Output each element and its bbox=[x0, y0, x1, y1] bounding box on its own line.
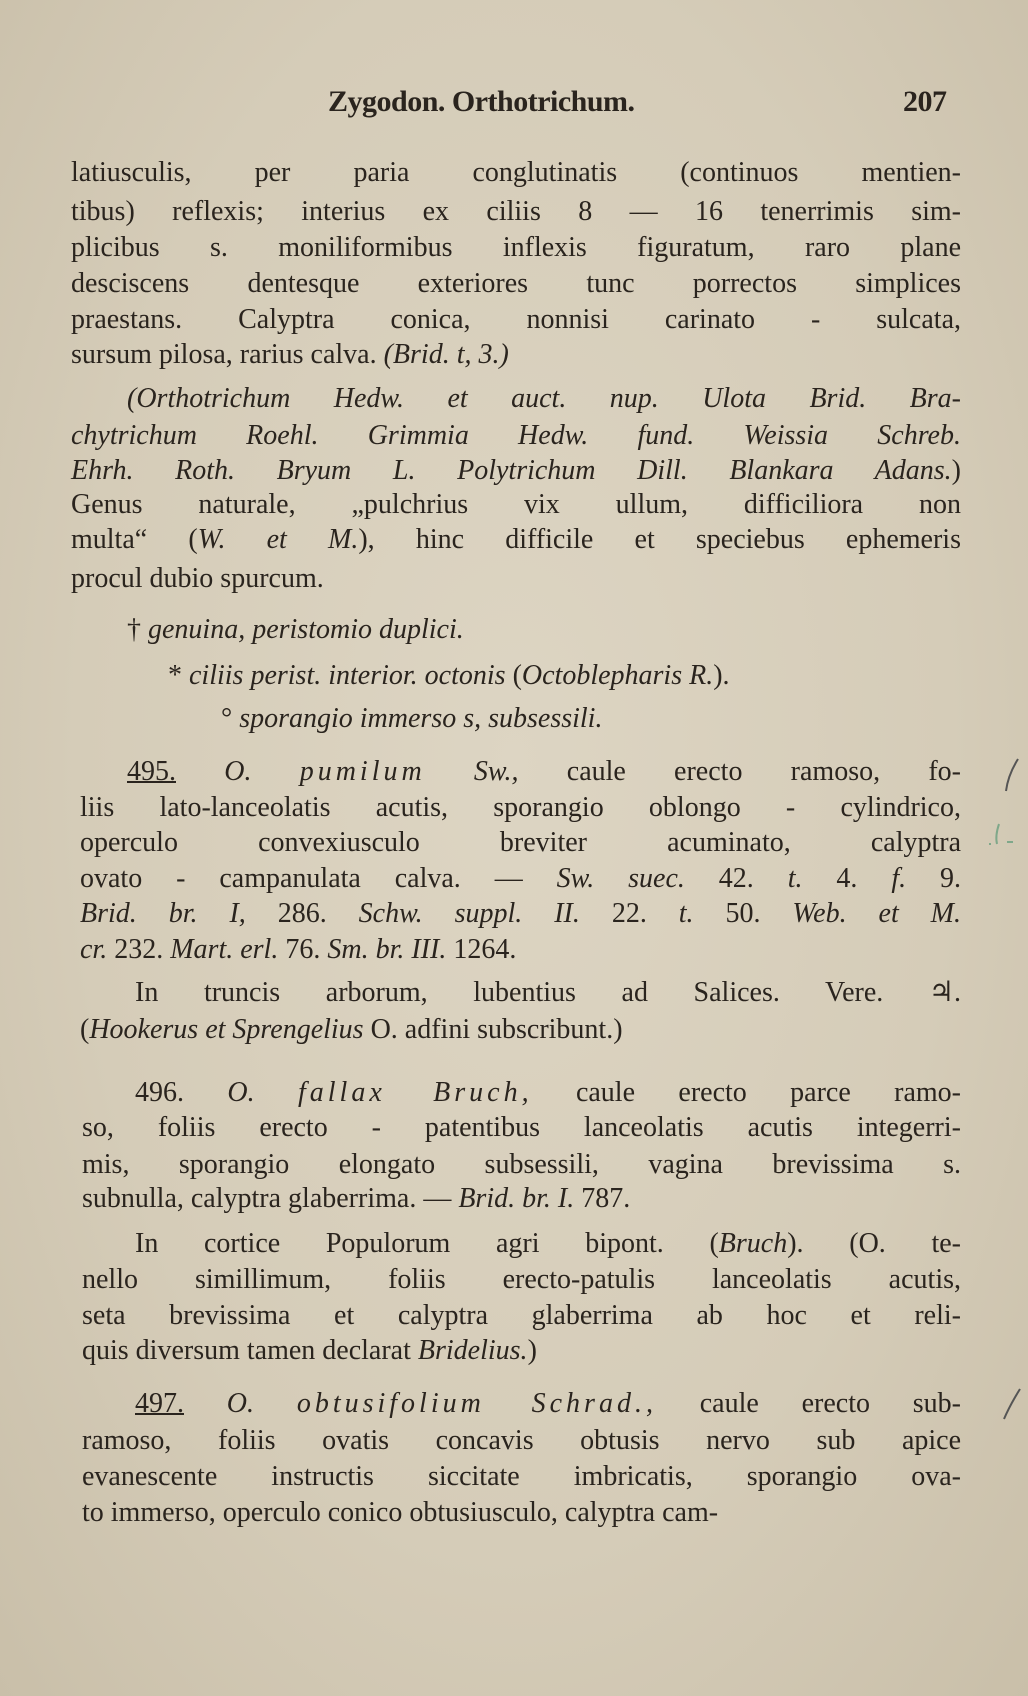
text-segment: 76. bbox=[278, 934, 328, 965]
text-segment: liis lato-lanceolatis acutis, sporangio oblongo - cylindrico, bbox=[80, 792, 961, 823]
text-line bbox=[71, 156, 961, 190]
text-line bbox=[82, 1263, 961, 1297]
text-segment: so, foliis erecto - patentibus lanceolatis acutis integerri- bbox=[82, 1112, 961, 1143]
text-segment: subnulla, calyptra glaberrima. — bbox=[82, 1183, 459, 1214]
italic-text: W. et M. bbox=[197, 524, 359, 555]
text-segment: 22. bbox=[579, 898, 679, 929]
italic-text: t. bbox=[678, 898, 694, 929]
text-segment: 1264. bbox=[446, 934, 517, 965]
pencil-margin-mark bbox=[1000, 755, 1024, 795]
italic-text: Web. et M. bbox=[792, 898, 962, 929]
text-line bbox=[71, 195, 961, 229]
text-line bbox=[80, 933, 516, 967]
text-segment: nello simillimum, foliis erecto-patulis lanceolatis acutis, bbox=[82, 1264, 961, 1295]
italic-text: Brid. br. I, bbox=[80, 898, 246, 929]
species-number: 495. bbox=[127, 756, 176, 787]
italic-text: Bruch bbox=[718, 1228, 788, 1259]
text-segment: † bbox=[127, 614, 148, 645]
text-segment: multa“ ( bbox=[71, 524, 198, 555]
text-segment: to immerso, operculo conico obtusiusculo, calyptra cam- bbox=[82, 1497, 719, 1528]
text-line bbox=[127, 382, 961, 416]
text-line bbox=[80, 897, 961, 931]
italic-text: (Brid. t, 3.) bbox=[383, 339, 509, 370]
text-line bbox=[71, 562, 324, 596]
text-segment: ramoso, foliis ovatis concavis obtusis nervo sub apice bbox=[82, 1425, 961, 1456]
italic-text: Sw., bbox=[425, 756, 519, 787]
text-line bbox=[71, 523, 961, 557]
text-line bbox=[82, 1299, 961, 1333]
italic-text: t. bbox=[787, 863, 803, 894]
text-segment: ), hinc difficile et speciebus ephemeris bbox=[358, 524, 961, 555]
text-segment: 9. bbox=[906, 863, 962, 894]
text-line bbox=[71, 303, 961, 337]
italic-text: Octoblepharis R. bbox=[521, 660, 714, 691]
text-line bbox=[71, 338, 509, 372]
text-segment: ( bbox=[80, 1014, 90, 1045]
text-segment: caule erecto sub- bbox=[656, 1388, 961, 1419]
text-line bbox=[82, 1334, 537, 1368]
text-line bbox=[127, 613, 464, 647]
italic-text: Sm. br. III. bbox=[327, 934, 447, 965]
running-title: Zygodon. Orthotrichum. bbox=[328, 85, 635, 118]
text-segment: O. adfini subscribunt.) bbox=[363, 1014, 623, 1045]
text-line bbox=[135, 976, 961, 1010]
text-segment: procul dubio spurcum. bbox=[71, 563, 324, 594]
pencil-margin-mark bbox=[1000, 1385, 1024, 1425]
text-line bbox=[82, 1460, 961, 1494]
text-segment: desciscens dentesque exteriores tunc porrectos simplices bbox=[71, 268, 961, 299]
text-segment: tibus) reflexis; interius ex ciliis 8 — 16 tenerrimis sim- bbox=[71, 196, 961, 227]
text-segment: Genus naturale, „pulchrius vix ullum, difficiliora non bbox=[71, 489, 961, 520]
text-line bbox=[82, 1496, 718, 1530]
text-segment: ovato - campanulata calva. — bbox=[80, 863, 557, 894]
text-segment: 496. bbox=[135, 1077, 228, 1108]
italic-text: obtusifolium Schrad., bbox=[296, 1388, 657, 1419]
text-segment: praestans. Calyptra conica, nonnisi carinato - sulcata, bbox=[71, 304, 961, 335]
text-line bbox=[80, 862, 961, 896]
italic-text: pumilum bbox=[299, 756, 426, 787]
text-line bbox=[80, 791, 961, 825]
text-segment: ) bbox=[951, 455, 961, 486]
italic-text: Mart. erl. bbox=[170, 934, 279, 965]
text-segment: quis diversum tamen declarat bbox=[82, 1335, 418, 1366]
italic-text: ciliis perist. interior. octonis bbox=[189, 660, 513, 691]
text-line bbox=[80, 1013, 623, 1047]
text-line bbox=[71, 454, 961, 488]
italic-text: genuina, peristomio duplici. bbox=[148, 614, 464, 645]
italic-text: (Orthotrichum Hedw. et auct. nup. Ulota Brid. Bra- bbox=[127, 383, 961, 414]
text-segment: 787. bbox=[574, 1183, 631, 1214]
text-line bbox=[135, 1076, 961, 1110]
text-line bbox=[168, 659, 730, 693]
text-segment: 286. bbox=[245, 898, 359, 929]
text-segment: 42. bbox=[684, 863, 788, 894]
italic-text: Brid. br. I. bbox=[458, 1183, 575, 1214]
text-line bbox=[71, 488, 961, 522]
text-line bbox=[80, 826, 961, 860]
text-segment: evanescente instructis siccitate imbricatis, sporangio ova- bbox=[82, 1461, 961, 1492]
text-segment: caule erecto parce ramo- bbox=[532, 1077, 961, 1108]
text-segment: 50. bbox=[693, 898, 793, 929]
species-number: 497. bbox=[135, 1388, 184, 1419]
green-margin-mark bbox=[985, 820, 1025, 850]
text-segment: mis, sporangio elongato subsessili, vagina brevissima s. bbox=[82, 1149, 961, 1180]
text-line bbox=[82, 1182, 630, 1216]
text-segment: ° bbox=[221, 703, 240, 734]
text-segment: 4. bbox=[802, 863, 892, 894]
text-segment: sursum pilosa, rarius calva. bbox=[71, 339, 384, 370]
text-segment: In cortice Populorum agri bipont. ( bbox=[135, 1228, 719, 1259]
italic-text: fallax Bruch, bbox=[298, 1077, 533, 1108]
text-segment: seta brevissima et calyptra glaberrima ab hoc et reli- bbox=[82, 1300, 961, 1331]
italic-text: O. bbox=[227, 1077, 298, 1108]
italic-text: cr. bbox=[80, 934, 108, 965]
text-segment: operculo convexiusculo breviter acuminato, calyptra bbox=[80, 827, 961, 858]
italic-text: Ehrh. Roth. Bryum L. Polytrichum Dill. Blankara Adans. bbox=[71, 455, 952, 486]
italic-text: Sw. suec. bbox=[556, 863, 685, 894]
italic-text: Bridelius. bbox=[417, 1335, 528, 1366]
text-segment: plicibus s. moniliformibus inflexis figuratum, raro plane bbox=[71, 232, 961, 263]
text-segment: In truncis arborum, lubentius ad Salices. Vere. ♃. bbox=[135, 977, 961, 1008]
text-segment: caule erecto ramoso, fo- bbox=[518, 756, 961, 787]
italic-text: Schw. suppl. II. bbox=[358, 898, 580, 929]
italic-text: O. bbox=[184, 1388, 297, 1419]
text-segment: ). (O. te- bbox=[787, 1228, 962, 1259]
text-line bbox=[135, 1387, 961, 1421]
text-line bbox=[127, 755, 961, 789]
text-segment: * bbox=[168, 660, 189, 691]
text-line bbox=[135, 1227, 961, 1261]
italic-text: sporangio immerso s, subsessili. bbox=[239, 703, 603, 734]
text-line bbox=[71, 419, 961, 453]
page-number: 207 bbox=[903, 85, 947, 118]
text-line bbox=[82, 1111, 961, 1145]
text-segment: ). bbox=[713, 660, 730, 691]
italic-text: O. bbox=[176, 756, 300, 787]
text-line bbox=[82, 1148, 961, 1182]
text-segment: ( bbox=[512, 660, 522, 691]
text-line bbox=[71, 267, 961, 301]
italic-text: f. bbox=[891, 863, 907, 894]
italic-text: Hookerus et Sprengelius bbox=[89, 1014, 364, 1045]
italic-text: chytrichum Roehl. Grimmia Hedw. fund. Weissia Schreb. bbox=[71, 420, 961, 451]
text-segment: ) bbox=[527, 1335, 537, 1366]
text-segment: latiusculis, per paria conglutinatis (continuos mentien- bbox=[71, 157, 961, 188]
text-line bbox=[221, 702, 602, 736]
text-line bbox=[82, 1424, 961, 1458]
text-segment: 232. bbox=[107, 934, 171, 965]
text-line bbox=[71, 231, 961, 265]
